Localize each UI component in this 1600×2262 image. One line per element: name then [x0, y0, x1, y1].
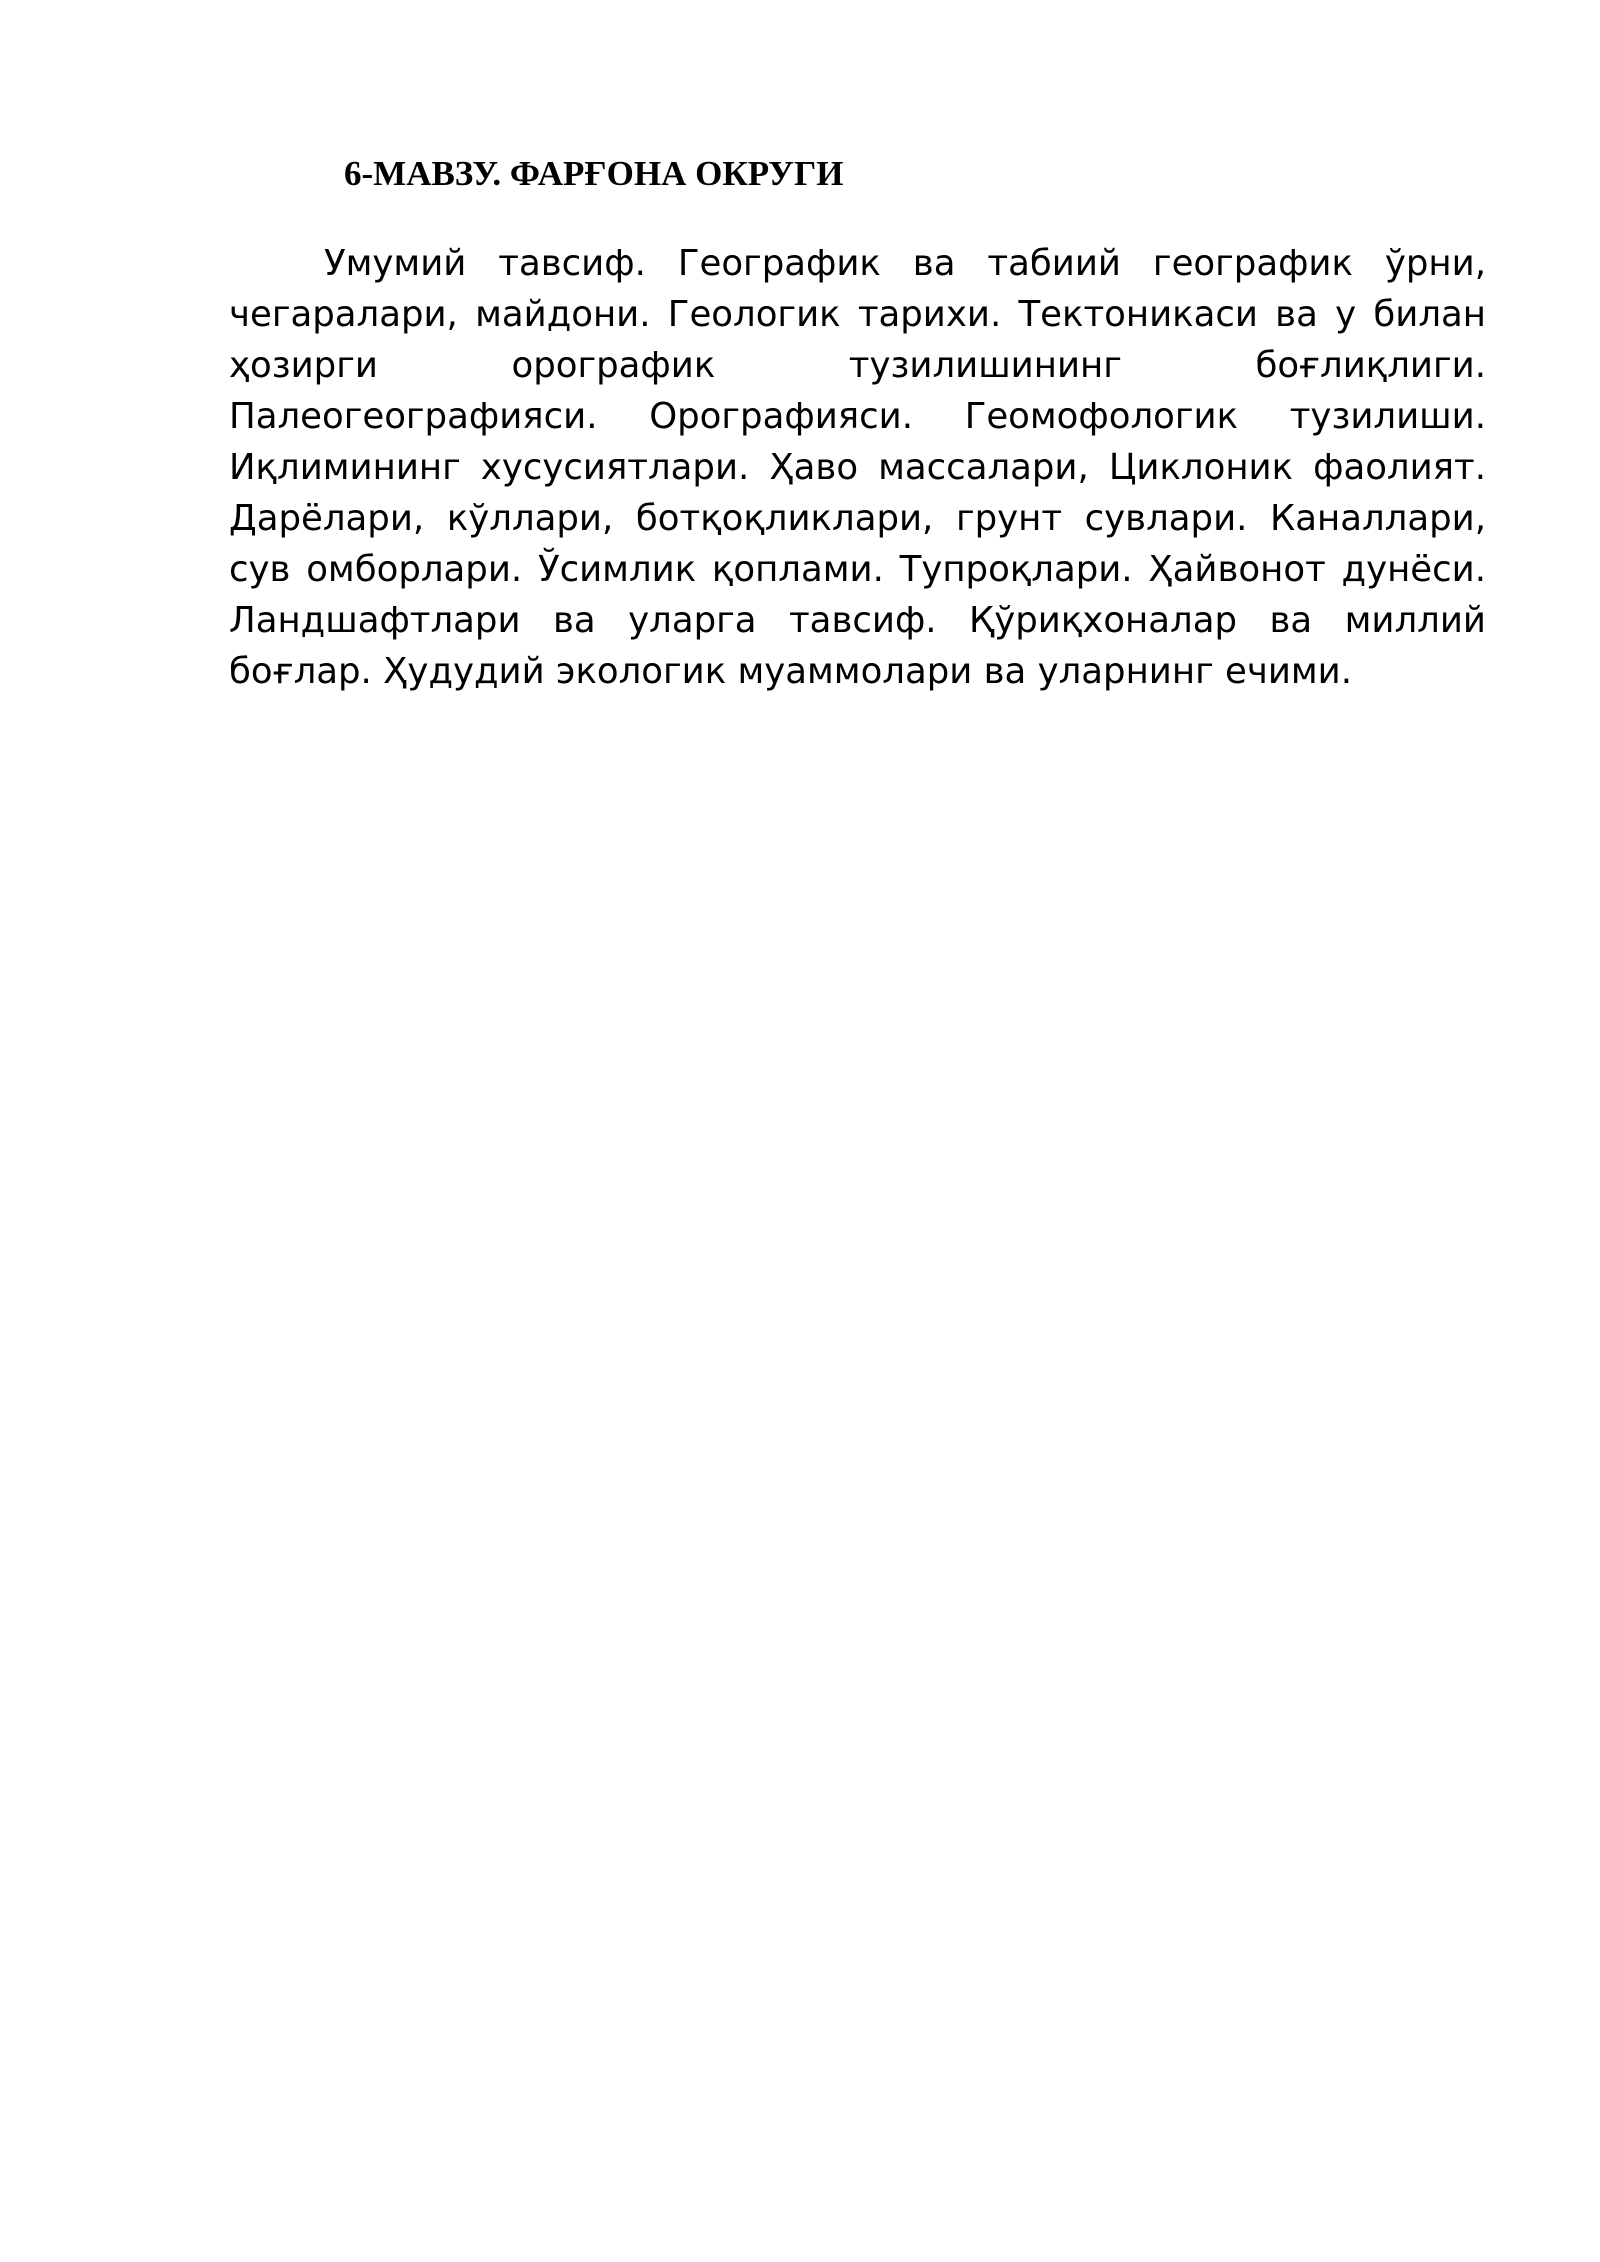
- topic-heading: 6-МАВЗУ. ФАРҒОНА ОКРУГИ: [344, 154, 844, 193]
- topic-description-paragraph: Умумий тавсиф. Географик ва табиий географик ўрни, чегаралари, майдони. Геологик тарихи. Тектоникаси ва у билан ҳозирги орографик тузилишининг боғлиқлиги. Палеогеографияси. Орографияси. Геомофологик тузилиши. Иқлимининг хусусиятлари. Ҳаво массалари, Циклоник фаолият. Дарёлари, кўллари, ботқоқликлари, грунт сувлари. Каналлари, сув омборлари. Ўсимлик қоплами. Тупроқлари. Ҳайвонот дунёси. Ландшафтлари ва уларга тавсиф. Қўриқхоналар ва миллий боғлар. Ҳудудий экологик муаммолари ва уларнинг ечими.: [229, 243, 1486, 692]
